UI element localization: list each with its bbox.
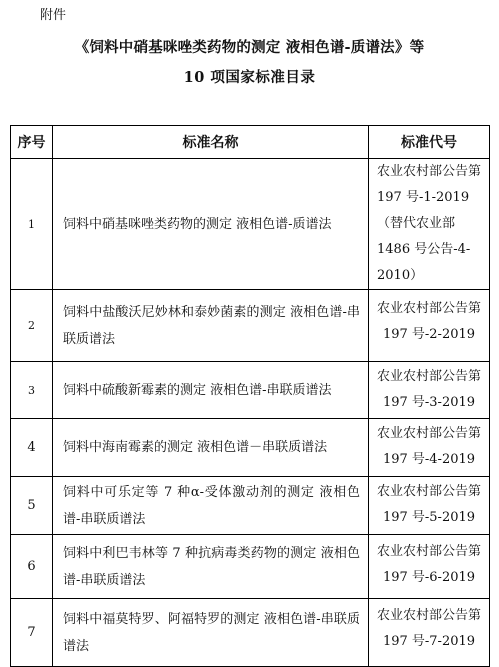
table-row [11,535,490,599]
standard-code: 农业农村部公告第 197 号-1-2019（替代农业部 1486 号公告-4-2010） [369,159,490,290]
row-number: 1 [11,159,53,290]
row-number: 7 [11,599,53,667]
table-header-row [11,126,490,159]
standard-name: 饲料中福莫特罗、阿福特罗的测定 液相色谱-串联质谱法 [53,599,369,667]
header-serial-number: 序号 [11,126,53,159]
row-number: 2 [11,290,53,362]
row-number: 5 [11,477,53,535]
table-row [11,362,490,419]
standard-name: 饲料中硝基咪唑类药物的测定 液相色谱-质谱法 [53,159,369,290]
document-title-line-1: 《饲料中硝基咪唑类药物的测定 液相色谱-质谱法》等 [74,39,425,56]
standard-name: 饲料中可乐定等 7 种α-受体激动剂的测定 液相色谱-串联质谱法 [53,477,369,535]
row-number: 4 [11,419,53,477]
standard-code: 农业农村部公告第 197 号-5-2019 [369,477,490,535]
table-row [11,290,490,362]
standard-code: 农业农村部公告第 197 号-6-2019 [369,535,490,599]
standard-code: 农业农村部公告第 197 号-3-2019 [369,362,490,419]
table-row [11,599,490,667]
header-standard-name: 标准名称 [53,126,369,159]
standard-name: 饲料中海南霉素的测定 液相色谱－串联质谱法 [53,419,369,477]
standard-code: 农业农村部公告第 197 号-7-2019 [369,599,490,667]
standard-name: 饲料中盐酸沃尼妙林和泰妙菌素的测定 液相色谱-串联质谱法 [53,290,369,362]
standard-code: 农业农村部公告第 197 号-4-2019 [369,419,490,477]
standard-name: 饲料中利巴韦林等 7 种抗病毒类药物的测定 液相色谱-串联质谱法 [53,535,369,599]
row-number: 3 [11,362,53,419]
standard-code: 农业农村部公告第 197 号-2-2019 [369,290,490,362]
table-row [11,477,490,535]
row-number: 6 [11,535,53,599]
header-standard-code: 标准代号 [369,126,490,159]
attachment-label: 附件 [40,8,67,23]
table-row [11,159,490,290]
table-row [11,419,490,477]
standards-table [10,125,490,667]
standard-name: 饲料中硫酸新霉素的测定 液相色谱-串联质谱法 [53,362,369,419]
document-title-line-2: 10 项国家标准目录 [183,69,316,86]
